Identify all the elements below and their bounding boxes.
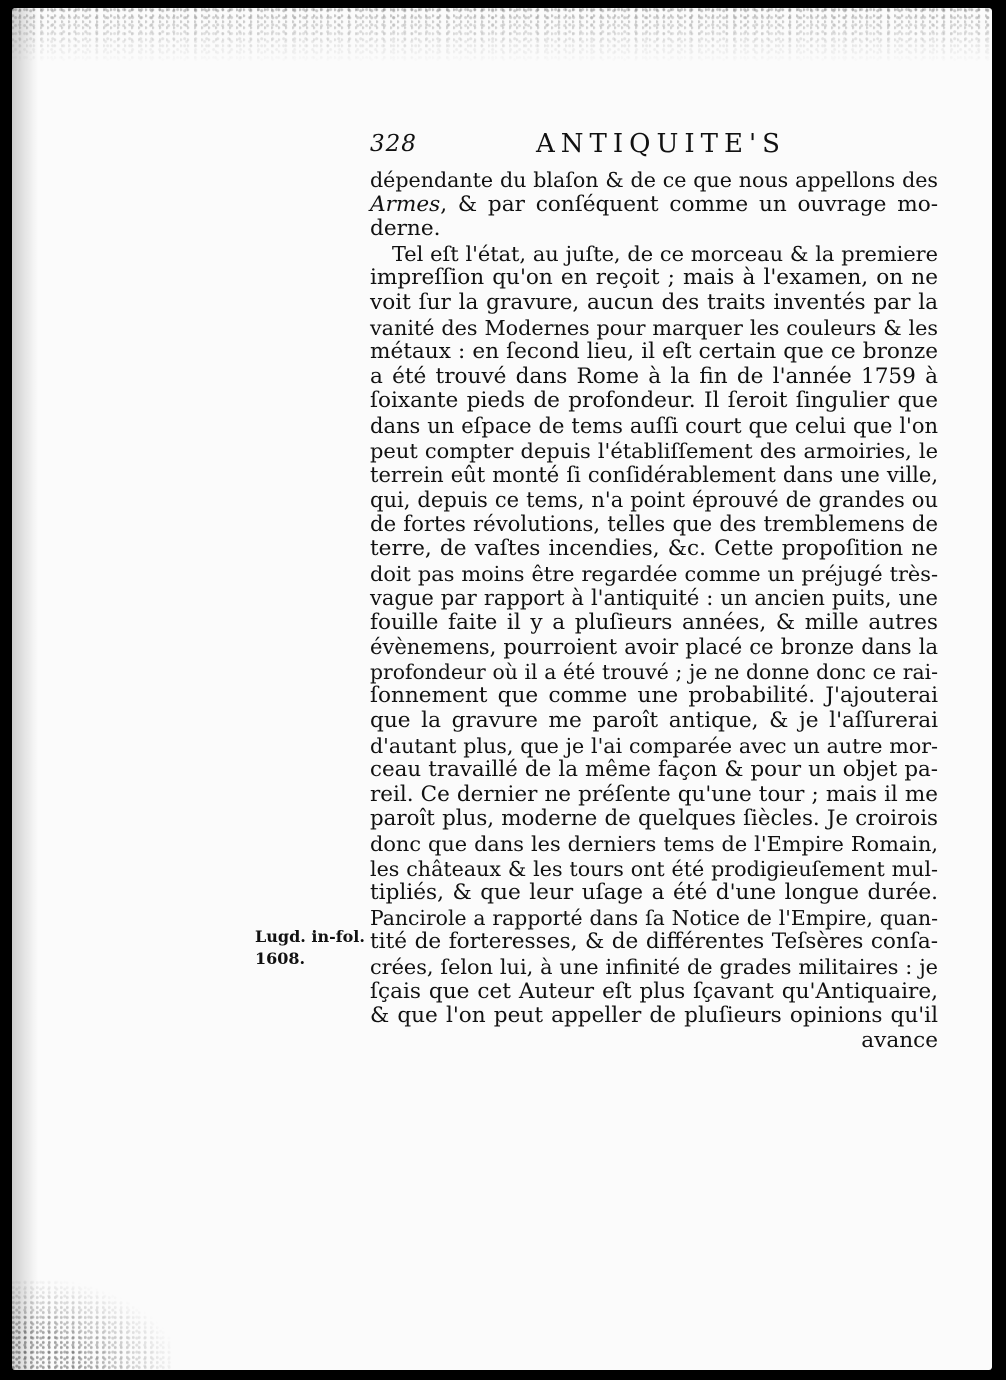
margin-note-line: Lugd. in-fol. [255,927,365,946]
margin-note [255,926,375,970]
text-line: peut compter depuis l'établiſſement des armoiries, le [370,438,938,463]
text-line: reil. Ce dernier ne préſente qu'une tour ; mais il me [370,781,938,807]
text-line: a été trouvé dans Rome à la fin de l'année 1759 à [370,363,938,389]
body-text [370,168,938,1053]
text-line: ſoixante pieds de profondeur. Il ſeroit ſingulier que [370,388,938,414]
text-line: doit pas moins être regardée comme un préjugé très- [370,561,938,586]
text-line: profondeur où il a été trouvé ; je ne donne donc ce rai- [370,659,938,684]
scan-shadow-left [12,8,38,1370]
text-line: & que l'on peut appeller de pluſieurs opinions qu'il [370,1003,938,1029]
text-line: Tel eſt l'état, au juſte, de ce morceau & la premiere [392,241,938,266]
text-line: vague par rapport à l'antiquité : un ancien puits, une [370,585,938,611]
text-line: d'autant plus, que je l'ai comparée avec un autre mor- [370,733,938,758]
text-line: dépendante du blaſon & de ce que nous appellons des [370,168,938,192]
text-line: qui, depuis ce tems, n'a point éprouvé de grandes ou [370,486,938,512]
text-line: métaux : en ſecond lieu, il eſt certain que ce bronze [370,339,938,365]
text-line: tipliés, & que leur uſage a été d'une longue durée. [370,880,938,906]
text-line: crées, ſelon lui, à une infinité de grades militaires : je [370,955,938,979]
text-line: ſonnement que comme une probabilité. J'ajouterai [370,683,938,709]
text-line: Pancirole a rapporté dans ſa Notice de l'Empire, quan- [370,905,938,930]
text-line: ſçais que cet Auteur eſt plus ſçavant qu'Antiquaire, [370,978,938,1004]
text-line: derne. [370,216,441,242]
text-line: vanité des Modernes pour marquer les couleurs & les [370,315,938,340]
text-line: voit ſur la gravure, aucun des traits inventés par la [370,289,938,315]
text-line: de fortes révolutions, telles que des tremblemens de [370,511,938,537]
text-line: terrein eût monté ſi conſidérablement dans une ville, [370,462,938,488]
scan-grain-top [12,8,992,63]
italic-word: Armes [370,191,441,217]
page-header [370,129,930,169]
text-line: fouille faite il y a pluſieurs années, & mille autres [370,609,938,635]
text-line: impreſſion qu'on en reçoit ; mais à l'examen, on ne [370,265,938,291]
text-line: tité de forteresses, & de différentes Teſsères conſa- [370,929,938,955]
text-line: paroît plus, moderne de quelques ſiècles. Je croirois [370,806,938,832]
book-page [12,8,992,1370]
scan-grain-bottom-left [12,1280,172,1370]
text-line: les châteaux & les tours ont été prodigieuſement mul- [370,856,938,881]
text-line: donc que dans les derniers tems de l'Empire Romain, [370,832,938,857]
text-line: ceau travaillé de la même façon & pour un objet pa- [370,757,938,783]
text-line: dans un eſpace de tems auſſi court que celui que l'on [370,412,938,438]
text-line: que la gravure me paroît antique, & je l'aſſurerai [370,708,938,734]
text-line: Armes, & par conſéquent comme un ouvrage mo- [370,191,938,217]
margin-note-line: 1608. [255,949,306,968]
text-line: terre, de vaſtes incendies, &c. Cette propoſition ne [370,535,938,561]
running-head: ANTIQUITE'S [536,129,786,159]
page-number: 328 [370,131,417,157]
text-line: évènemens, pourroient avoir placé ce bronze dans la [370,634,938,660]
catchword: avance [861,1027,938,1053]
